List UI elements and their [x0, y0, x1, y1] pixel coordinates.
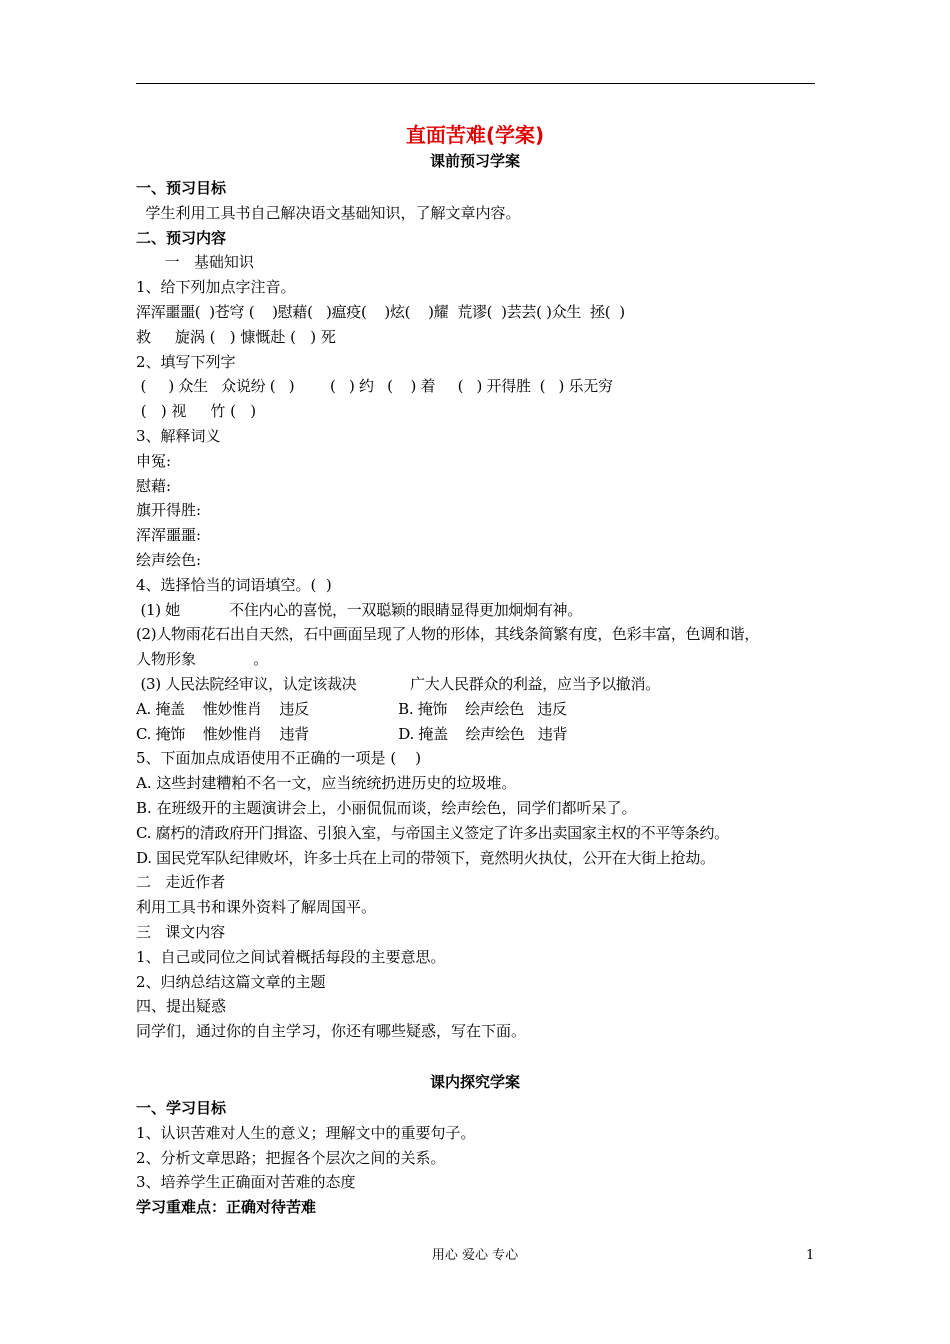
text-line: 4、选择恰当的词语填空。( )	[136, 575, 332, 594]
text-line: 浑浑噩噩:	[136, 526, 202, 545]
text-line: 四、提出疑惑	[136, 997, 227, 1016]
text-line: 3、培养学生正确面对苦难的态度	[136, 1173, 356, 1192]
text-line: (2)人物雨花石出自天然，石中画面呈现了人物的形体，其线条简繁有度，色彩丰富，色调和谐，	[136, 625, 760, 644]
text-line: 救 旋涡 ( ) 慷慨赴 ( ) 死	[136, 327, 336, 346]
text-line: 2、分析文章思路；把握各个层次之间的关系。	[136, 1148, 446, 1167]
text-line: 学生利用工具书自己解决语文基础知识，了解文章内容。	[136, 203, 521, 222]
text-line: A. 掩盖 惟妙惟肖 违反 B. 掩饰 绘声绘色 违反	[136, 699, 567, 718]
text-line: 浑浑噩噩( )苍穹 ( )慰藉( )瘟疫( )炫( )耀 荒谬( )芸芸( )众生 拯( )	[136, 302, 625, 321]
text-line: 利用工具书和课外资料了解周国平。	[136, 898, 377, 917]
text-line: 一 基础知识	[136, 253, 254, 272]
text-line: 旗开得胜:	[136, 501, 202, 520]
text-line: B. 在班级开的主题演讲会上，小丽侃侃而谈，绘声绘色，同学们都听呆了。	[136, 798, 637, 817]
text-line: 三 课文内容	[136, 922, 226, 941]
page-footer: 用心 爱心 专心	[431, 1248, 519, 1263]
text-line: 慰藉:	[136, 476, 172, 495]
header-rule	[136, 83, 815, 84]
text-line: 2、填写下列字	[136, 352, 236, 371]
text-line: 一、预习目标	[136, 179, 227, 197]
text-line: (1) 她 不住内心的喜悦，一双聪颖的眼睛显得更加炯炯有神。	[136, 600, 582, 619]
text-line: 5、下面加点成语使用不正确的一项是 ( )	[136, 749, 422, 768]
text-line: 1、给下列加点字注音。	[136, 278, 296, 297]
preview-section	[136, 176, 816, 1044]
text-line: 2、归纳总结这篇文章的主题	[136, 972, 326, 991]
text-line: 二 走近作者	[136, 873, 226, 892]
text-line: 同学们，通过你的自主学习，你还有哪些疑惑，写在下面。	[136, 1022, 527, 1041]
text-line: 绘声绘色:	[136, 550, 202, 569]
text-line: ( ) 众生 众说纷 ( ) ( ) 约 ( ) 着 ( ) 开得胜 ( ) 乐无穷	[136, 377, 613, 396]
text-line: (3) 人民法院经审议，认定该裁决 广大人民群众的利益，应当予以撤消。	[136, 674, 660, 693]
text-line: 一、学习目标	[136, 1099, 227, 1117]
text-line: C. 腐朽的清政府开门揖盗、引狼入室，与帝国主义签定了许多出卖国家主权的不平等条约。	[136, 823, 729, 842]
page-number: 1	[806, 1248, 815, 1263]
section-title-inclass: 课内探究学案	[429, 1073, 520, 1091]
section-title-preview: 课前预习学案	[429, 152, 520, 170]
text-line: 3、解释词义	[136, 426, 221, 445]
text-line: D. 国民党军队纪律败坏，许多士兵在上司的带领下，竟然明火执仗，公开在大街上抢劫。	[136, 848, 715, 867]
inclass-section	[136, 1096, 816, 1220]
text-line: 学习重难点：正确对待苦难	[136, 1198, 317, 1217]
text-line: 申冤:	[136, 451, 172, 470]
document-title: 直面苦难(学案)	[405, 123, 545, 147]
text-line: ( ) 视 竹 ( )	[136, 402, 257, 421]
text-line: C. 掩饰 惟妙惟肖 违背 D. 掩盖 绘声绘色 违背	[136, 724, 568, 743]
text-line: 1、认识苦难对人生的意义；理解文中的重要句子。	[136, 1123, 476, 1142]
text-line: 1、自己或同位之间试着概括每段的主要意思。	[136, 947, 446, 966]
text-line: A. 这些封建糟粕不名一文，应当统统扔进历史的垃圾堆。	[136, 774, 517, 793]
text-line: 人物形象 。	[136, 650, 269, 669]
text-line: 二、预习内容	[136, 228, 227, 247]
